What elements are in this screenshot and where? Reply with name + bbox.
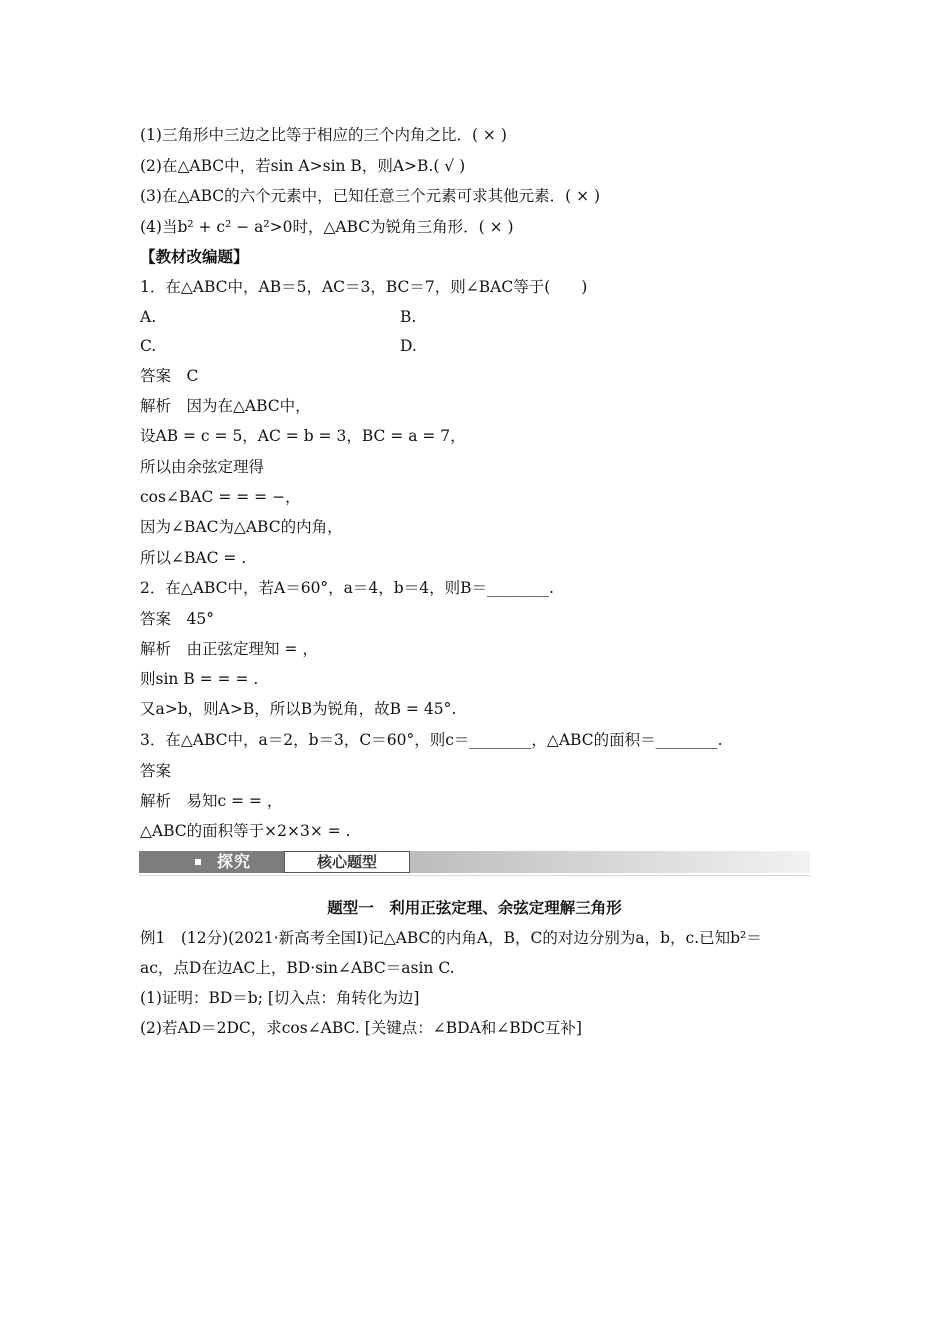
q1-option-b: B. bbox=[400, 308, 417, 326]
q1-analysis-5: 因为∠BAC为△ABC的内角， bbox=[140, 518, 343, 536]
q1-option-a: A. bbox=[140, 308, 157, 326]
q1-stem: 1．在△ABC中，AB＝5，AC＝3，BC＝7，则∠BAC等于( ) bbox=[140, 278, 588, 296]
example-line-2: ac，点D在边AC上，BD·sin∠ABC＝asin C. bbox=[140, 959, 455, 977]
banner-square-icon bbox=[195, 859, 201, 865]
example-line-1: 例1 (12分)(2021·新高考全国Ⅰ)记△ABC的内角A，B，C的对边分别为a，b，c.已知b²＝ bbox=[140, 929, 762, 947]
q1-answer: 答案 C bbox=[140, 367, 199, 385]
q2-analysis-3: 又a>b，则A>B，所以B为锐角，故B = 45°. bbox=[140, 700, 457, 718]
q1-analysis-6: 所以∠BAC = . bbox=[140, 549, 247, 567]
banner-dark-block bbox=[139, 851, 284, 873]
judgment-1: (1)三角形中三边之比等于相应的三个内角之比．( × ) bbox=[140, 126, 507, 144]
q2-analysis-2: 则sin B = = = . bbox=[140, 670, 259, 688]
judgment-4: (4)当b² + c² − a²>0时，△ABC为锐角三角形．( × ) bbox=[140, 218, 514, 236]
q2-analysis-1: 解析 由正弦定理知 = ， bbox=[140, 640, 318, 658]
section-heading: 【教材改编题】 bbox=[140, 247, 249, 266]
q3-analysis-1: 解析 易知c = = ， bbox=[140, 792, 283, 810]
q1-analysis-2: 设AB = c = 5，AC = b = 3，BC = a = 7， bbox=[140, 427, 466, 445]
banner-underline bbox=[139, 875, 810, 876]
example-line-4: (2)若AD＝2DC，求cos∠ABC. [关键点：∠BDA和∠BDC互补] bbox=[140, 1019, 582, 1037]
q1-option-c: C. bbox=[140, 337, 157, 355]
type-title: 题型一 利用正弦定理、余弦定理解三角形 bbox=[327, 899, 622, 917]
q1-analysis-3: 所以由余弦定理得 bbox=[140, 458, 265, 476]
banner-label: 探究 bbox=[217, 852, 252, 871]
q1-option-d: D. bbox=[400, 337, 417, 355]
q3-stem: 3．在△ABC中，a＝2，b＝3，C＝60°，则c＝________，△ABC的面积＝________. bbox=[140, 731, 723, 749]
example-line-3: (1)证明：BD＝b; [切入点：角转化为边] bbox=[140, 989, 420, 1007]
q2-answer: 答案 45° bbox=[140, 610, 214, 628]
section-banner bbox=[139, 851, 810, 875]
q1-analysis-1: 解析 因为在△ABC中， bbox=[140, 397, 311, 415]
q3-analysis-2: △ABC的面积等于×2×3× = . bbox=[140, 822, 351, 840]
q3-answer: 答案 bbox=[140, 762, 172, 780]
judgment-2: (2)在△ABC中，若sin A>sin B，则A>B.( √ ) bbox=[140, 157, 466, 175]
banner-box-title: 核心题型 bbox=[284, 851, 410, 873]
q1-analysis-4: cos∠BAC = = = −， bbox=[140, 488, 301, 506]
q2-stem: 2．在△ABC中，若A＝60°，a＝4，b＝4，则B＝________. bbox=[140, 579, 554, 597]
judgment-3: (3)在△ABC的六个元素中，已知任意三个元素可求其他元素．( × ) bbox=[140, 187, 601, 205]
